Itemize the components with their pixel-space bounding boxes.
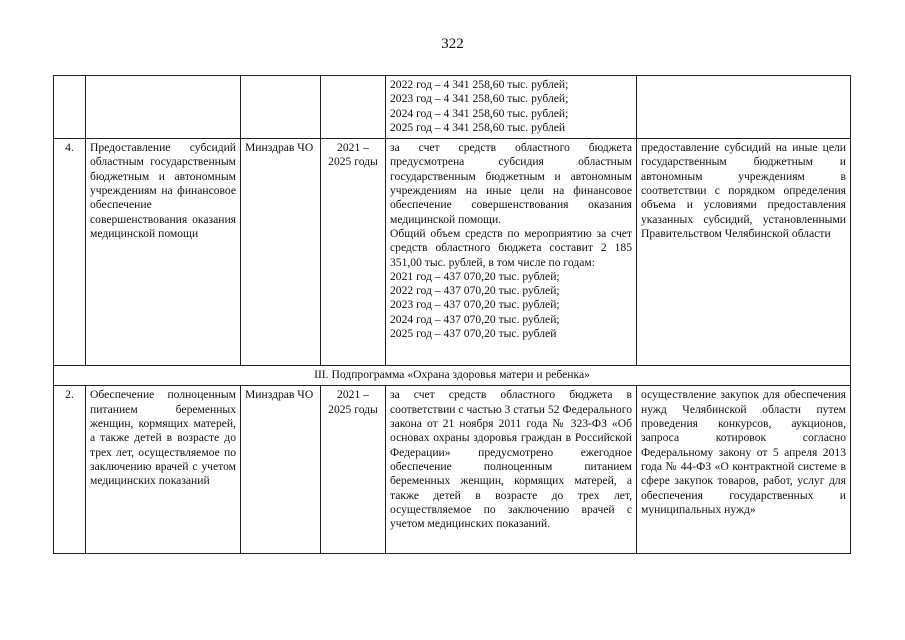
cell-measure: Предоставление субсидий областным государственным бюджетным и автономным учреждениям на финансовое обеспечение совершенствования оказания медицинской помощи [86, 139, 241, 366]
cell-number: 4. [54, 139, 86, 366]
budget-year-line: 2021 год – 437 070,20 тыс. рублей; [390, 269, 560, 283]
cell-mechanism [637, 76, 851, 139]
table-row-section [54, 366, 851, 386]
budget-year-line: 2024 год – 437 070,20 тыс. рублей; [390, 312, 560, 326]
cell-period [321, 76, 386, 139]
funding-text: за счет средств областного бюджета предусмотрена субсидия областным государственным бюджетным и автономным учреждениям на иные цели на финансовое обеспечение совершенствования оказания медицинской помощи. [390, 141, 632, 226]
budget-year-line: 2025 год – 437 070,20 тыс. рублей [390, 327, 557, 341]
cell-funding: за счет средств областного бюджета в соответствии с частью 3 статьи 52 Федерального закона от 21 ноября 2011 года № 323-ФЗ «Об основах охраны здоровья граждан в Российской Федерации» предусмотрено ежегодное обеспечение полноценным питанием беременных женщин, кормящих матерей, а также детей в возрасте до трех лет, осуществляемое по заключению врачей с учетом медицинских показаний. [386, 386, 637, 554]
cell-period: 2021 – 2025 годы [321, 386, 386, 554]
cell-executor: Минздрав ЧО [241, 386, 321, 554]
cell-funding [386, 139, 637, 366]
cell-executor: Минздрав ЧО [241, 139, 321, 366]
cell-mechanism: предоставление субсидий на иные цели государственным бюджетным и автономным учреждениям в соответствии с порядком определения объема и условиями предоставления указанных субсидий, установленными Правительством Челябинской области [637, 139, 851, 366]
funding-total-text: Общий объем средств по мероприятию за счет средств областного бюджета составит 2 185 351,00 тыс. рублей, в том числе по годам: [390, 226, 632, 269]
table-row-continuation [54, 76, 851, 139]
cell-period: 2021 – 2025 годы [321, 139, 386, 366]
budget-year-line: 2024 год – 4 341 258,60 тыс. рублей; [390, 106, 569, 120]
page-number: 322 [441, 36, 464, 52]
budget-year-line: 2022 год – 437 070,20 тыс. рублей; [390, 284, 560, 298]
cell-mechanism: осуществление закупок для обеспечения нужд Челябинской области путем проведения конкурсов, аукционов, запроса котировок согласно Федеральному закону от 5 апреля 2013 года № 44-ФЗ «О контрактной системе в сфере закупок товаров, работ, услуг для обеспечения государственных и муниципальных нужд» [637, 386, 851, 554]
section-title: III. Подпрограмма «Охрана здоровья матери и ребенка» [54, 366, 851, 386]
budget-year-line: 2023 год – 437 070,20 тыс. рублей; [390, 298, 560, 312]
cell-measure: Обеспечение полноценным питанием беременных женщин, кормящих матерей, а также детей в возрасте до трех лет, осуществляемое по заключению врачей с учетом медицинских показаний [86, 386, 241, 554]
measures-table [53, 75, 851, 554]
table-row-measure-4 [54, 139, 851, 366]
cell-measure [86, 76, 241, 139]
budget-year-line: 2022 год – 4 341 258,60 тыс. рублей; [390, 78, 569, 91]
cell-number: 2. [54, 386, 86, 554]
budget-year-line: 2023 год – 4 341 258,60 тыс. рублей; [390, 92, 569, 106]
cell-number [54, 76, 86, 139]
cell-funding [386, 76, 637, 139]
table-row-measure-2 [54, 386, 851, 554]
cell-executor [241, 76, 321, 139]
budget-year-line: 2025 год – 4 341 258,60 тыс. рублей [390, 120, 566, 134]
